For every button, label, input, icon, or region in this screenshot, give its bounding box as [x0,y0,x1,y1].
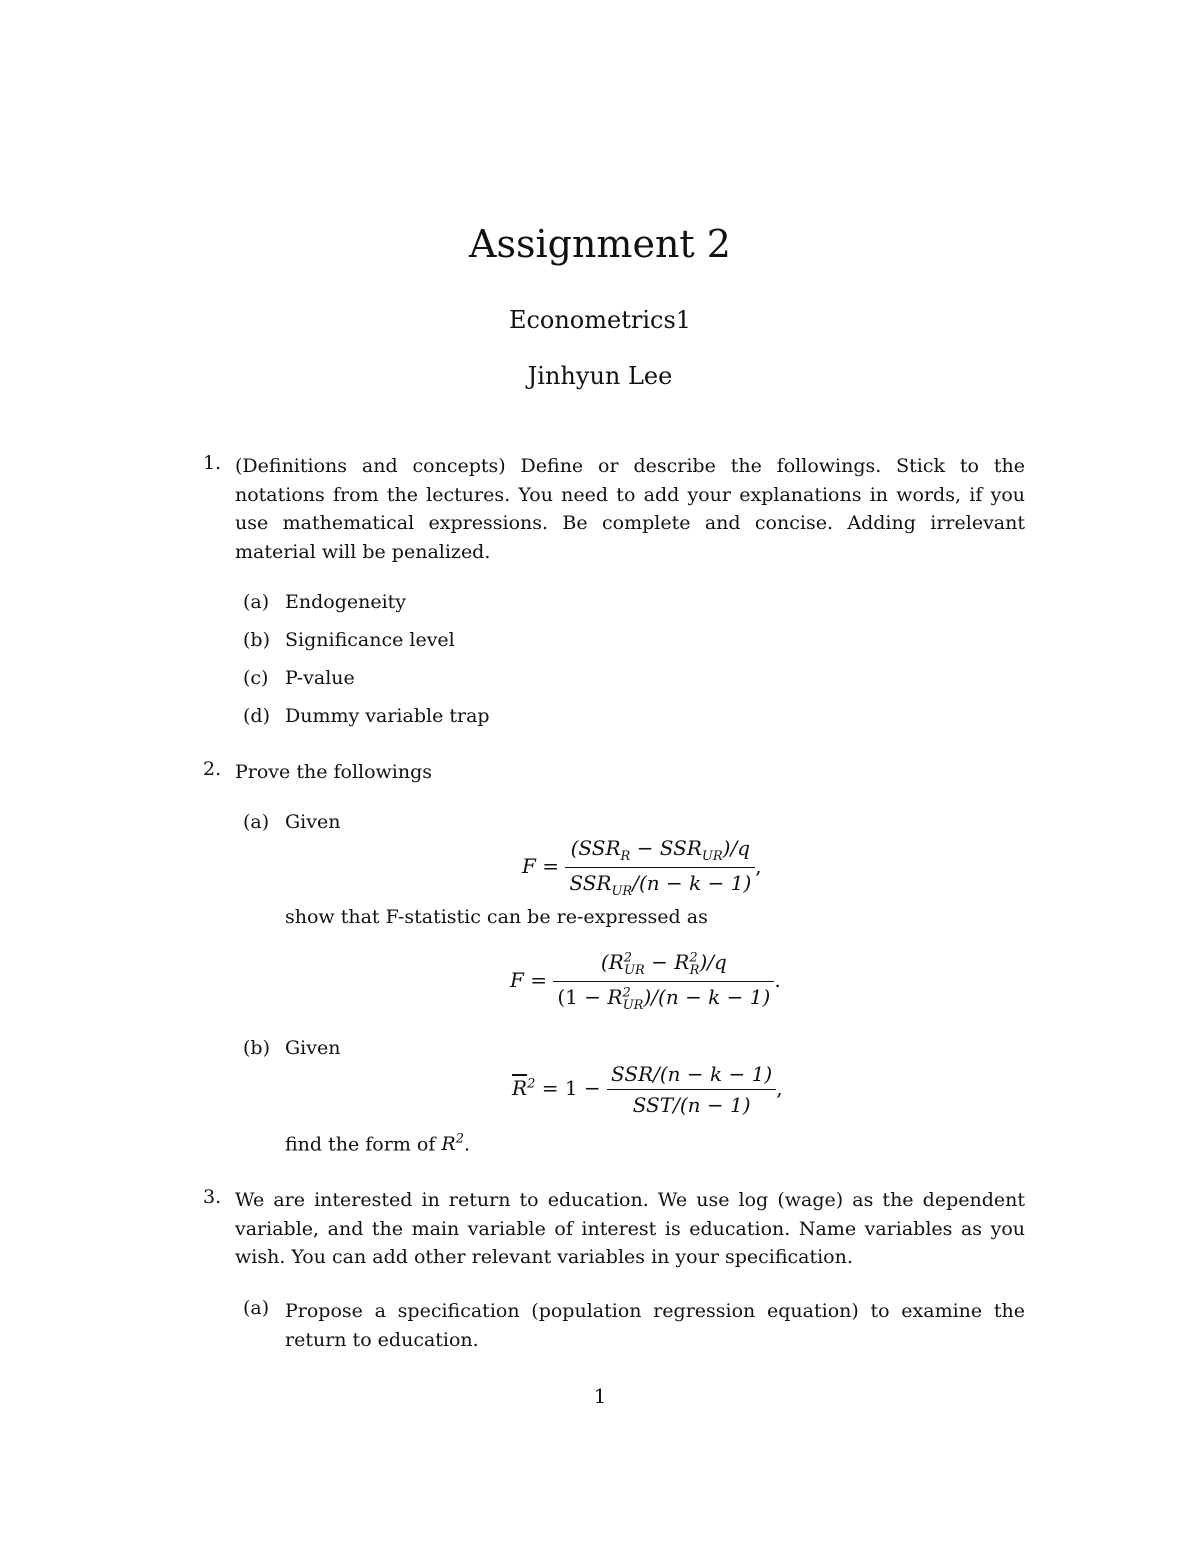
q2-item-b-lead: Given [285,1037,341,1059]
course-name: Econometrics1 [508,306,692,334]
question-1-text: (Definitions and concepts) Define or describe the followings. Stick to the notations from the lectures. You need to add your explanations in words, if you use mathematical expressions. Be complete and concise. Adding irrelevant material will be penalized. [235,455,1025,563]
q1-item-b-label: (b) [243,629,270,651]
page-number: 1 [593,1384,607,1408]
q1-item-d-text: Dummy variable trap [285,705,490,727]
question-2-text: Prove the followings [235,761,433,783]
q1-item-a-text: Endogeneity [285,591,407,613]
q3-item-a-text: Propose a specification (population regression equation) to examine the return to education. [285,1300,1025,1351]
page-title: Assignment 2 [469,222,731,266]
equation-f-ssr: F = $\frac{(SSR_R - SSR_{UR})/q}{SSR_{UR}/(n - k - 1)}$ , [522,836,762,899]
q2-item-b-tail: find the form of $R^2$. [285,1132,471,1156]
q3-item-a-label: (a) [243,1297,270,1319]
q1-item-c-label: (c) [243,667,269,689]
q2-item-a-lead: Given [285,811,341,833]
q2-item-b-label: (b) [243,1037,270,1059]
q2-item-b-tail-text: find the form of [285,1133,436,1156]
q2-item-a-mid-text: show that F-statistic can be re-expressed as [285,906,708,928]
q1-item-b-text: Significance level [285,629,455,651]
question-3-text: We are interested in return to education. We use log (wage) as the dependent variable, and the main variable of interest is education. Name variables as you wish. You can add other relevant variables in your specification. [235,1189,1025,1268]
question-1-number: 1. [203,452,222,474]
q1-item-c-text: P-value [285,667,355,689]
q1-item-a-label: (a) [243,591,270,613]
r-squared-symbol: $R^2$ [441,1132,464,1156]
question-2-number: 2. [203,758,222,780]
equation-f-rsquared: F = $\frac{(R^2_{UR} - R^2_R)/q}{(1 - R^2_{UR})/(n - k - 1)}$ . [510,950,781,1013]
author-name: Jinhyun Lee [527,362,673,390]
q1-item-d-label: (d) [243,705,270,727]
q2-item-a-label: (a) [243,811,270,833]
equation-adjusted-r2: $\overline{R}^2 = 1$ − $\frac{\text{SSR/(n − k − 1)}}{\text{SST/(n − 1)}}$ , [512,1062,783,1117]
question-3-number: 3. [203,1186,222,1208]
